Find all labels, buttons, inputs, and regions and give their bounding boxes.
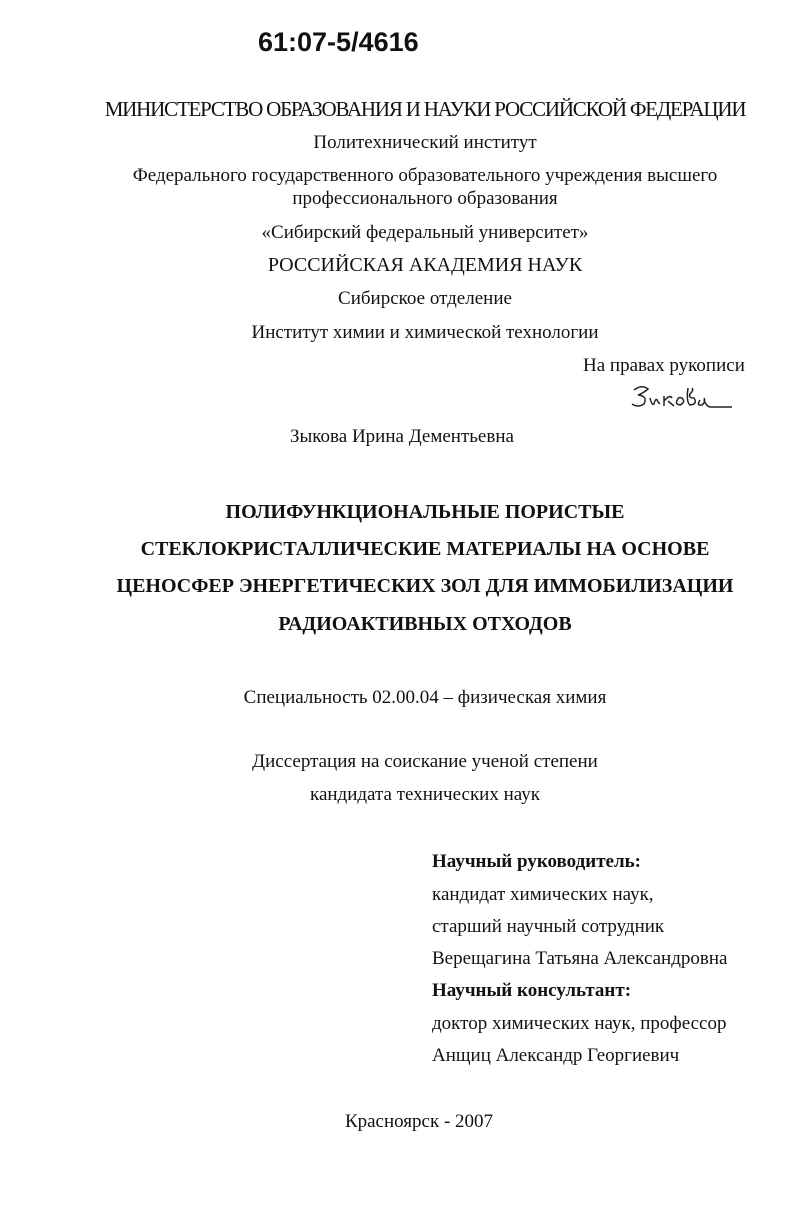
catalog-code: 61:07-5/4616 [258,27,419,57]
consultant-name: Анщиц Александр Георгиевич [432,1045,680,1066]
degree-line-2: кандидата технических наук [310,784,540,805]
academy-institute: Институт химии и химической технологии [251,322,599,343]
ministry-heading: МИНИСТЕРСТВО ОБРАЗОВАНИЯ И НАУКИ РОССИЙСКОЙ ФЕДЕРАЦИИ [104,97,746,121]
supervisor-name: Верещагина Татьяна Александровна [432,948,728,969]
thesis-title-line-1: ПОЛИФУНКЦИОНАЛЬНЫЕ ПОРИСТЫЕ [225,501,625,523]
author-signature [628,380,738,421]
university-name: «Сибирский федеральный университет» [261,222,589,243]
supervisor-position: старший научный сотрудник [432,916,665,937]
branch-name: Сибирское отделение [338,288,512,309]
degree-line-1: Диссертация на соискание ученой степени [252,751,598,772]
thesis-title-line-4: РАДИОАКТИВНЫХ ОТХОДОВ [278,613,572,635]
consultant-heading: Научный консультант: [432,980,632,1001]
institute-name: Политехнический институт [313,132,537,153]
institution-line-2: профессионального образования [292,188,558,209]
manuscript-note: На правах рукописи [583,355,745,376]
thesis-title-line-2: СТЕКЛОКРИСТАЛЛИЧЕСКИЕ МАТЕРИАЛЫ НА ОСНОВЕ [140,538,710,560]
institution-line-1: Федерального государственного образовательного учреждения высшего [132,165,718,186]
academy-name: РОССИЙСКАЯ АКАДЕМИЯ НАУК [267,254,583,276]
supervisor-degree: кандидат химических наук, [432,884,654,905]
supervisor-heading: Научный руководитель: [432,851,641,872]
consultant-degree: доктор химических наук, профессор [432,1013,727,1034]
author-name: Зыкова Ирина Дементьевна [290,426,514,447]
thesis-title-line-3: ЦЕНОСФЕР ЭНЕРГЕТИЧЕСКИХ ЗОЛ ДЛЯ ИММОБИЛИЗАЦИИ [116,575,734,597]
city-year: Красноярск - 2007 [344,1111,494,1132]
specialty: Специальность 02.00.04 – физическая химия [243,687,607,708]
